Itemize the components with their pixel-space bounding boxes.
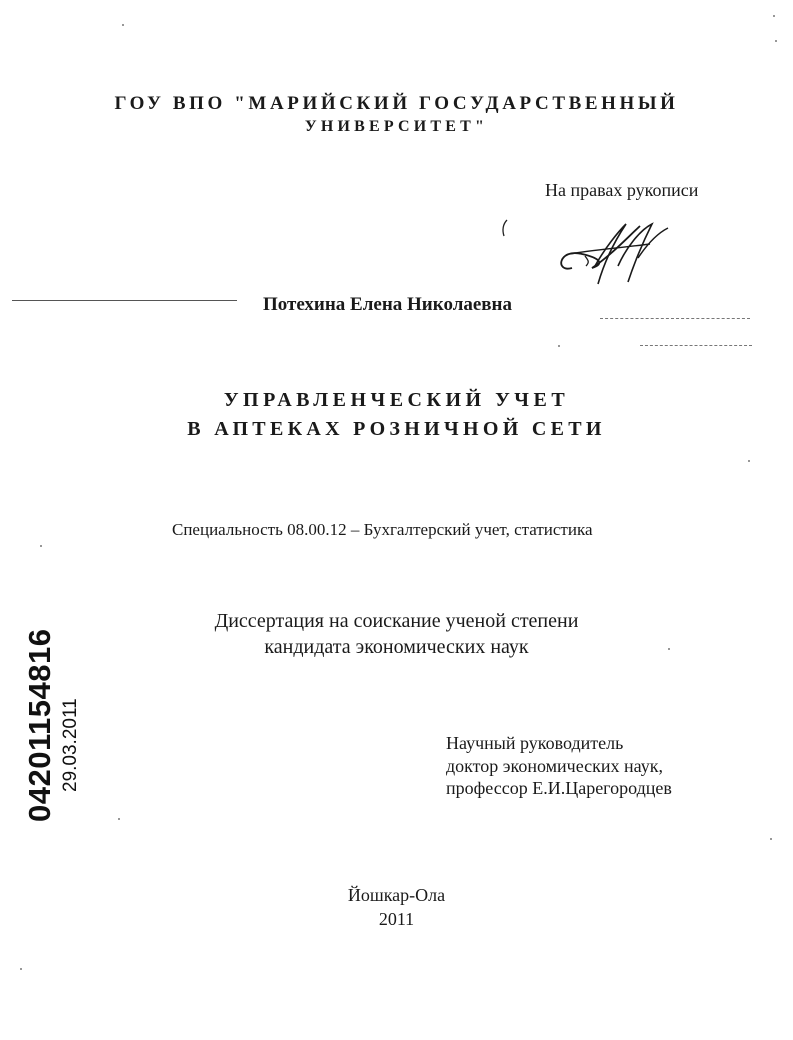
- specialty-line: Специальность 08.00.12 – Бухгалтерский учет, статистика: [172, 520, 593, 539]
- scan-speck: [668, 648, 670, 650]
- thesis-title-line2: В АПТЕКАХ РОЗНИЧНОЙ СЕТИ: [187, 418, 606, 440]
- scan-speck: [775, 40, 777, 42]
- university-header-line1: ГОУ ВПО "МАРИЙСКИЙ ГОСУДАРСТВЕННЫЙ: [114, 93, 679, 114]
- supervisor-label: Научный руководитель: [446, 733, 624, 753]
- supervisor-name: профессор Е.И.Царегородцев: [446, 778, 672, 798]
- library-stamp-number: 04201154816: [22, 628, 57, 822]
- city: Йошкар-Ола: [347, 885, 446, 905]
- thesis-title-line1: УПРАВЛЕНЧЕСКИЙ УЧЕТ: [223, 389, 570, 411]
- library-stamp-date: 29.03.2011: [60, 698, 81, 792]
- university-header-line2: УНИВЕРСИТЕТ": [304, 118, 489, 135]
- year: 2011: [378, 909, 415, 929]
- scan-speck: [20, 968, 22, 970]
- scan-rule-right: [600, 318, 750, 319]
- supervisor-degree: доктор экономических наук,: [446, 756, 663, 776]
- dissertation-line1: Диссертация на соискание ученой степени: [214, 610, 579, 632]
- scan-speck: [773, 15, 775, 17]
- scan-speck: [558, 345, 560, 347]
- scan-speck: [770, 838, 772, 840]
- scan-speck: [118, 818, 120, 820]
- dissertation-line2: кандидата экономических наук: [264, 636, 529, 658]
- scan-speck: [122, 24, 124, 26]
- scan-speck: [748, 460, 750, 462]
- handwritten-signature-icon: [500, 218, 675, 293]
- scan-speck: [40, 545, 42, 547]
- scan-rule-right-lower: [640, 345, 752, 346]
- manuscript-rights-note: На правах рукописи: [545, 180, 699, 200]
- author-name: Потехина Елена Николаевна: [263, 294, 512, 315]
- scan-rule-left: [12, 300, 237, 301]
